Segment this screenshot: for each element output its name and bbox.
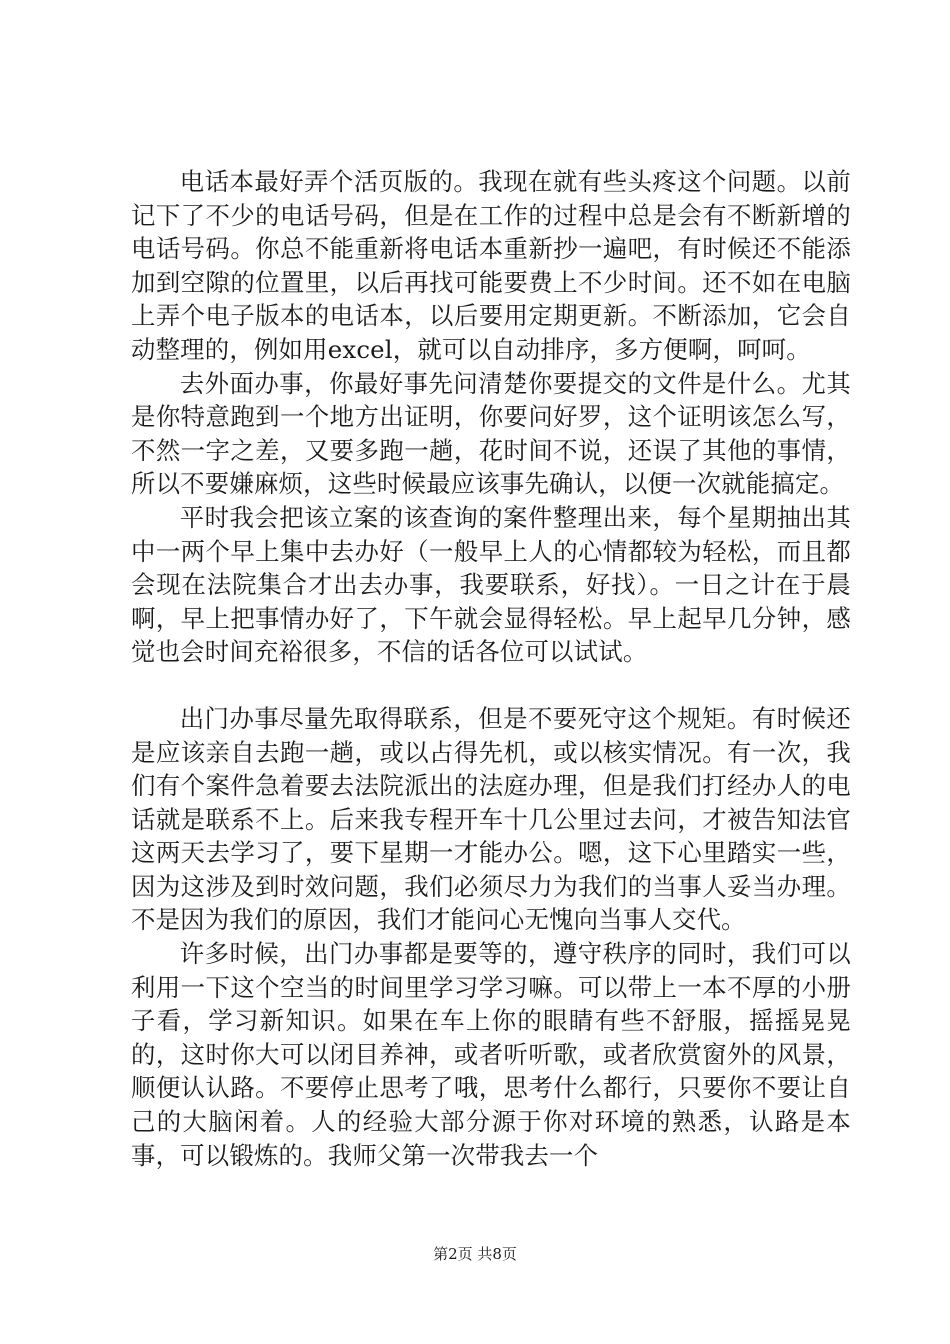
page-footer: 第2页 共8页 [433,1245,517,1263]
paragraph-morning-errands: 平时我会把该立案的该查询的案件整理出来，每个星期抽出其中一两个早上集中去办好（一般早上人的心情都较为轻松，而且都会现在法院集合才出去办事，我要联系，好找）。一日之计在于晨啊，早上把事情办好了，下午就会显得轻松。早上起早几分钟，感觉也会时间充裕很多，不信的话各位可以试试。 [131,502,851,667]
document-body [131,165,851,1172]
paragraph-waiting-time: 许多时候，出门办事都是要等的，遵守秩序的同时，我们可以利用一下这个空当的时间里学习学习嘛。可以带上一本不厚的小册子看，学习新知识。如果在车上你的眼睛有些不舒服，摇摇晃晃的，这时你大可以闭目养神，或者听听歌，或者欣赏窗外的风景，顺便认认路。不要停止思考了哦，思考什么都行，只要你不要让自己的大脑闲着。人的经验大部分源于你对环境的熟悉，认路是本事，可以锻炼的。我师父第一次带我去一个 [131,939,851,1170]
paragraph-confirm-documents: 去外面办事，你最好事先问清楚你要提交的文件是什么。尤其是你特意跑到一个地方出证明，你要问好罗，这个证明该怎么写，不然一字之差，又要多跑一趟，花时间不说，还误了其他的事情，所以不要嫌麻烦，这些时候最应该事先确认，以便一次就能搞定。 [131,368,851,499]
paragraph-phonebook: 电话本最好弄个活页版的。我现在就有些头疼这个问题。以前记下了不少的电话号码，但是在工作的过程中总是会有不断新增的电话号码。你总不能重新将电话本重新抄一遍吧，有时候还不能添加到空隙的位置里，以后再找可能要费上不少时间。还不如在电脑上弄个电子版本的电话本，以后要用定期更新。不断添加，它会自动整理的，例如用excel，就可以自动排序，多方便啊，呵呵。 [131,167,851,364]
paragraph-contact-first: 出门办事尽量先取得联系，但是不要死守这个规矩。有时候还是应该亲自去跑一趟，或以占得先机，或以核实情况。有一次，我们有个案件急着要去法院派出的法庭办理，但是我们打经办人的电话就是联系不上。后来我专程开车十几公里过去问，才被告知法官这两天去学习了，要下星期一才能办公。嗯，这下心里踏实一些，因为这涉及到时效问题，我们必须尽力为我们的当事人妥当办理。不是因为我们的原因，我们才能问心无愧向当事人交代。 [131,703,851,935]
